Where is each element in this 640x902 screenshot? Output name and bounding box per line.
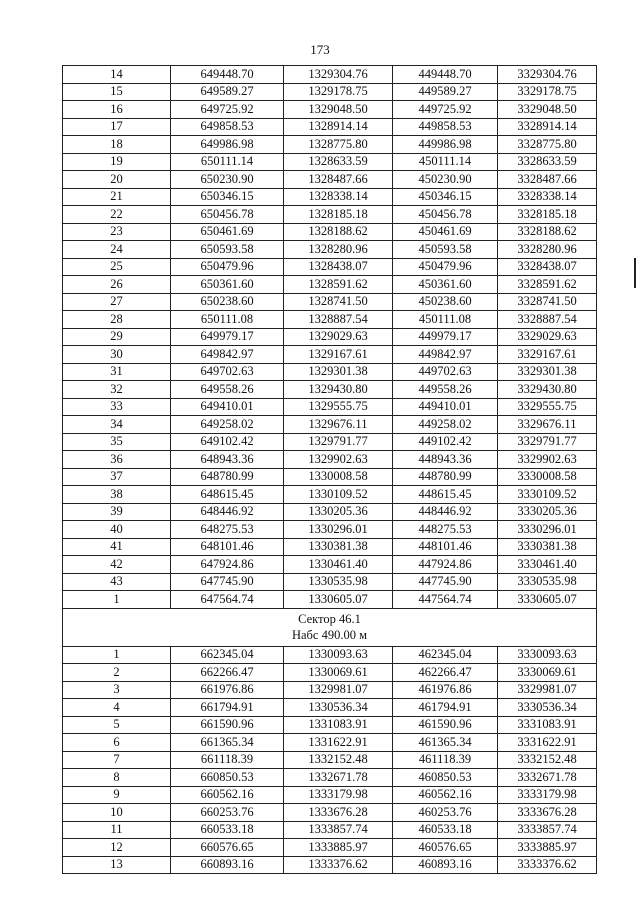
coordinate-cell: 3329902.63 bbox=[498, 451, 597, 469]
coordinate-cell: 1330205.36 bbox=[284, 503, 393, 521]
coordinate-cell: 3328188.62 bbox=[498, 223, 597, 241]
point-number-cell: 26 bbox=[63, 276, 171, 294]
point-number-cell: 16 bbox=[63, 101, 171, 119]
point-number-cell: 25 bbox=[63, 258, 171, 276]
table-row bbox=[63, 804, 597, 822]
coordinate-cell: 649410.01 bbox=[171, 398, 284, 416]
point-number-cell: 1 bbox=[63, 591, 171, 609]
coordinate-cell: 648615.45 bbox=[171, 486, 284, 504]
table-row bbox=[63, 521, 597, 539]
coordinate-cell: 461976.86 bbox=[393, 681, 498, 699]
coordinate-cell: 448943.36 bbox=[393, 451, 498, 469]
coordinate-cell: 447745.90 bbox=[393, 573, 498, 591]
coordinate-cell: 3331622.91 bbox=[498, 734, 597, 752]
point-number-cell: 19 bbox=[63, 153, 171, 171]
coordinate-cell: 648780.99 bbox=[171, 468, 284, 486]
coordinate-cell: 649102.42 bbox=[171, 433, 284, 451]
table-row bbox=[63, 786, 597, 804]
coordinate-cell: 460893.16 bbox=[393, 856, 498, 874]
table-row bbox=[63, 118, 597, 136]
table-row bbox=[63, 241, 597, 259]
coordinate-cell: 461794.91 bbox=[393, 699, 498, 717]
table-row bbox=[63, 486, 597, 504]
coordinate-cell: 460850.53 bbox=[393, 769, 498, 787]
point-number-cell: 3 bbox=[63, 681, 171, 699]
coordinate-cell: 649986.98 bbox=[171, 136, 284, 154]
table-row bbox=[63, 433, 597, 451]
coordinate-cell: 1328914.14 bbox=[284, 118, 393, 136]
coordinate-cell: 660850.53 bbox=[171, 769, 284, 787]
point-number-cell: 13 bbox=[63, 856, 171, 874]
scan-edge-mark bbox=[634, 258, 636, 288]
point-number-cell: 5 bbox=[63, 716, 171, 734]
coordinate-cell: 650479.96 bbox=[171, 258, 284, 276]
coordinate-cell: 3328914.14 bbox=[498, 118, 597, 136]
coordinate-cell: 647564.74 bbox=[171, 591, 284, 609]
point-number-cell: 22 bbox=[63, 206, 171, 224]
coordinate-cell: 649448.70 bbox=[171, 66, 284, 84]
point-number-cell: 12 bbox=[63, 839, 171, 857]
point-number-cell: 9 bbox=[63, 786, 171, 804]
coordinate-cell: 3330535.98 bbox=[498, 573, 597, 591]
table-row bbox=[63, 556, 597, 574]
coordinate-cell: 448446.92 bbox=[393, 503, 498, 521]
point-number-cell: 2 bbox=[63, 664, 171, 682]
coordinate-cell: 3330109.52 bbox=[498, 486, 597, 504]
table-row bbox=[63, 416, 597, 434]
point-number-cell: 34 bbox=[63, 416, 171, 434]
coordinate-cell: 460533.18 bbox=[393, 821, 498, 839]
coordinate-cell: 449410.01 bbox=[393, 398, 498, 416]
coordinate-cell: 1329902.63 bbox=[284, 451, 393, 469]
point-number-cell: 33 bbox=[63, 398, 171, 416]
table-row bbox=[63, 503, 597, 521]
coordinate-cell: 460576.65 bbox=[393, 839, 498, 857]
coordinate-cell: 3329430.80 bbox=[498, 381, 597, 399]
coordinate-cell: 449858.53 bbox=[393, 118, 498, 136]
table-row bbox=[63, 101, 597, 119]
coordinate-cell: 3328887.54 bbox=[498, 311, 597, 329]
table-row bbox=[63, 346, 597, 364]
table-row bbox=[63, 381, 597, 399]
coordinate-cell: 3329167.61 bbox=[498, 346, 597, 364]
coordinate-cell: 1329981.07 bbox=[284, 681, 393, 699]
point-number-cell: 36 bbox=[63, 451, 171, 469]
coordinate-cell: 1333857.74 bbox=[284, 821, 393, 839]
coordinate-cell: 450346.15 bbox=[393, 188, 498, 206]
sector-header-cell bbox=[63, 608, 597, 646]
sector-header-body bbox=[63, 608, 597, 646]
table-row bbox=[63, 258, 597, 276]
coordinate-cell: 3333179.98 bbox=[498, 786, 597, 804]
point-number-cell: 1 bbox=[63, 646, 171, 664]
coordinate-cell: 1333676.28 bbox=[284, 804, 393, 822]
coordinate-cell: 448780.99 bbox=[393, 468, 498, 486]
table-row bbox=[63, 573, 597, 591]
coordinates-table-bottom-body bbox=[63, 646, 597, 874]
coordinate-cell: 649558.26 bbox=[171, 381, 284, 399]
coordinate-cell: 448275.53 bbox=[393, 521, 498, 539]
table-row bbox=[63, 276, 597, 294]
coordinate-cell: 460562.16 bbox=[393, 786, 498, 804]
coordinate-cell: 449979.17 bbox=[393, 328, 498, 346]
table-row bbox=[63, 293, 597, 311]
coordinate-cell: 1329430.80 bbox=[284, 381, 393, 399]
sector-header-row bbox=[63, 608, 597, 646]
coordinate-cell: 3328633.59 bbox=[498, 153, 597, 171]
coordinate-cell: 1328188.62 bbox=[284, 223, 393, 241]
coordinate-cell: 1329178.75 bbox=[284, 83, 393, 101]
coordinate-cell: 461365.34 bbox=[393, 734, 498, 752]
coordinate-cell: 1333885.97 bbox=[284, 839, 393, 857]
sector-height: Набс 490.00 м bbox=[291, 628, 368, 642]
point-number-cell: 42 bbox=[63, 556, 171, 574]
point-number-cell: 30 bbox=[63, 346, 171, 364]
coordinate-cell: 3328775.80 bbox=[498, 136, 597, 154]
table-row bbox=[63, 328, 597, 346]
coordinate-cell: 450238.60 bbox=[393, 293, 498, 311]
coordinate-cell: 647745.90 bbox=[171, 573, 284, 591]
point-number-cell: 32 bbox=[63, 381, 171, 399]
coordinate-cell: 1331083.91 bbox=[284, 716, 393, 734]
coordinate-cell: 3333857.74 bbox=[498, 821, 597, 839]
coordinate-cell: 3328487.66 bbox=[498, 171, 597, 189]
coordinate-cell: 1328185.18 bbox=[284, 206, 393, 224]
coordinates-table-top-body bbox=[63, 66, 597, 609]
coordinate-cell: 450111.08 bbox=[393, 311, 498, 329]
coordinate-cell: 648943.36 bbox=[171, 451, 284, 469]
table-row bbox=[63, 769, 597, 787]
coordinate-cell: 1330296.01 bbox=[284, 521, 393, 539]
coordinate-cell: 650461.69 bbox=[171, 223, 284, 241]
coordinate-cell: 650361.60 bbox=[171, 276, 284, 294]
point-number-cell: 14 bbox=[63, 66, 171, 84]
coordinate-cell: 3330296.01 bbox=[498, 521, 597, 539]
coordinate-cell: 3328280.96 bbox=[498, 241, 597, 259]
table-row bbox=[63, 468, 597, 486]
coordinate-cell: 1328280.96 bbox=[284, 241, 393, 259]
coordinate-cell: 1330109.52 bbox=[284, 486, 393, 504]
coordinate-cell: 648101.46 bbox=[171, 538, 284, 556]
table-row bbox=[63, 681, 597, 699]
coordinate-cell: 660533.18 bbox=[171, 821, 284, 839]
page-number: 173 bbox=[310, 42, 330, 57]
coordinate-cell: 1329304.76 bbox=[284, 66, 393, 84]
sector-title: Сектор 46.1 bbox=[298, 612, 361, 626]
coordinate-cell: 3328185.18 bbox=[498, 206, 597, 224]
coordinate-cell: 449986.98 bbox=[393, 136, 498, 154]
table-row bbox=[63, 311, 597, 329]
coordinate-cell: 447924.86 bbox=[393, 556, 498, 574]
coordinate-cell: 461590.96 bbox=[393, 716, 498, 734]
coordinate-cell: 449842.97 bbox=[393, 346, 498, 364]
coordinate-cell: 450361.60 bbox=[393, 276, 498, 294]
coordinate-cell: 462266.47 bbox=[393, 664, 498, 682]
point-number-cell: 37 bbox=[63, 468, 171, 486]
point-number-cell: 29 bbox=[63, 328, 171, 346]
coordinate-cell: 3329555.75 bbox=[498, 398, 597, 416]
point-number-cell: 40 bbox=[63, 521, 171, 539]
table-row bbox=[63, 716, 597, 734]
coordinate-cell: 448615.45 bbox=[393, 486, 498, 504]
table-row bbox=[63, 646, 597, 664]
table-row bbox=[63, 66, 597, 84]
table-row bbox=[63, 538, 597, 556]
coordinate-cell: 660576.65 bbox=[171, 839, 284, 857]
coordinate-cell: 649702.63 bbox=[171, 363, 284, 381]
coordinate-cell: 1329301.38 bbox=[284, 363, 393, 381]
coordinate-cell: 1328887.54 bbox=[284, 311, 393, 329]
coordinate-cell: 661118.39 bbox=[171, 751, 284, 769]
coordinate-cell: 450461.69 bbox=[393, 223, 498, 241]
coordinate-cell: 650230.90 bbox=[171, 171, 284, 189]
coordinate-cell: 3329301.38 bbox=[498, 363, 597, 381]
table-row bbox=[63, 451, 597, 469]
table-row bbox=[63, 398, 597, 416]
coordinate-cell: 650456.78 bbox=[171, 206, 284, 224]
table-row bbox=[63, 363, 597, 381]
coordinate-cell: 649842.97 bbox=[171, 346, 284, 364]
coordinate-cell: 3333885.97 bbox=[498, 839, 597, 857]
coordinate-cell: 1329555.75 bbox=[284, 398, 393, 416]
point-number-cell: 31 bbox=[63, 363, 171, 381]
table-row bbox=[63, 664, 597, 682]
coordinate-cell: 3328591.62 bbox=[498, 276, 597, 294]
coordinate-cell: 450456.78 bbox=[393, 206, 498, 224]
coordinate-cell: 660562.16 bbox=[171, 786, 284, 804]
table-row bbox=[63, 223, 597, 241]
coordinate-cell: 3330008.58 bbox=[498, 468, 597, 486]
point-number-cell: 4 bbox=[63, 699, 171, 717]
table-row bbox=[63, 734, 597, 752]
coordinate-cell: 662266.47 bbox=[171, 664, 284, 682]
coordinate-cell: 1330535.98 bbox=[284, 573, 393, 591]
point-number-cell: 27 bbox=[63, 293, 171, 311]
coordinate-cell: 447564.74 bbox=[393, 591, 498, 609]
coordinate-cell: 649589.27 bbox=[171, 83, 284, 101]
coordinate-cell: 1329676.11 bbox=[284, 416, 393, 434]
coordinate-cell: 449102.42 bbox=[393, 433, 498, 451]
coordinate-cell: 1330069.61 bbox=[284, 664, 393, 682]
coordinate-cell: 1328487.66 bbox=[284, 171, 393, 189]
table-row bbox=[63, 83, 597, 101]
coordinate-cell: 649979.17 bbox=[171, 328, 284, 346]
coordinate-cell: 3332152.48 bbox=[498, 751, 597, 769]
coordinate-cell: 1328775.80 bbox=[284, 136, 393, 154]
coordinate-cell: 650111.08 bbox=[171, 311, 284, 329]
coordinate-cell: 460253.76 bbox=[393, 804, 498, 822]
coordinate-cell: 449448.70 bbox=[393, 66, 498, 84]
coordinate-cell: 1328633.59 bbox=[284, 153, 393, 171]
coordinate-cell: 449589.27 bbox=[393, 83, 498, 101]
coordinate-cell: 3330461.40 bbox=[498, 556, 597, 574]
point-number-cell: 17 bbox=[63, 118, 171, 136]
coordinate-cell: 450111.14 bbox=[393, 153, 498, 171]
table-row bbox=[63, 171, 597, 189]
coordinate-cell: 650238.60 bbox=[171, 293, 284, 311]
coordinate-cell: 450593.58 bbox=[393, 241, 498, 259]
coordinate-cell: 1329029.63 bbox=[284, 328, 393, 346]
coordinate-cell: 1332671.78 bbox=[284, 769, 393, 787]
coordinate-cell: 3328741.50 bbox=[498, 293, 597, 311]
coordinate-cell: 649858.53 bbox=[171, 118, 284, 136]
coordinate-cell: 662345.04 bbox=[171, 646, 284, 664]
table-row bbox=[63, 206, 597, 224]
point-number-cell: 41 bbox=[63, 538, 171, 556]
coordinate-cell: 650346.15 bbox=[171, 188, 284, 206]
coordinate-cell: 1330008.58 bbox=[284, 468, 393, 486]
coordinate-cell: 448101.46 bbox=[393, 538, 498, 556]
coordinate-cell: 1329791.77 bbox=[284, 433, 393, 451]
coordinate-cell: 661365.34 bbox=[171, 734, 284, 752]
point-number-cell: 21 bbox=[63, 188, 171, 206]
coordinate-cell: 3329791.77 bbox=[498, 433, 597, 451]
coordinate-cell: 3333676.28 bbox=[498, 804, 597, 822]
coordinate-cell: 3329178.75 bbox=[498, 83, 597, 101]
point-number-cell: 10 bbox=[63, 804, 171, 822]
coordinate-cell: 3329048.50 bbox=[498, 101, 597, 119]
coordinate-cell: 648446.92 bbox=[171, 503, 284, 521]
coordinate-cell: 1328438.07 bbox=[284, 258, 393, 276]
coordinate-cell: 1328741.50 bbox=[284, 293, 393, 311]
coordinate-cell: 1330093.63 bbox=[284, 646, 393, 664]
point-number-cell: 6 bbox=[63, 734, 171, 752]
coordinate-cell: 1328591.62 bbox=[284, 276, 393, 294]
table-row bbox=[63, 751, 597, 769]
coordinates-table bbox=[62, 65, 597, 874]
point-number-cell: 23 bbox=[63, 223, 171, 241]
coordinate-cell: 1330605.07 bbox=[284, 591, 393, 609]
coordinate-cell: 3333376.62 bbox=[498, 856, 597, 874]
point-number-cell: 39 bbox=[63, 503, 171, 521]
coordinate-cell: 3330205.36 bbox=[498, 503, 597, 521]
point-number-cell: 8 bbox=[63, 769, 171, 787]
coordinate-cell: 3330536.34 bbox=[498, 699, 597, 717]
point-number-cell: 35 bbox=[63, 433, 171, 451]
table-row bbox=[63, 821, 597, 839]
point-number-cell: 7 bbox=[63, 751, 171, 769]
point-number-cell: 11 bbox=[63, 821, 171, 839]
coordinate-cell: 449258.02 bbox=[393, 416, 498, 434]
coordinate-cell: 1330536.34 bbox=[284, 699, 393, 717]
coordinate-cell: 449702.63 bbox=[393, 363, 498, 381]
coordinate-cell: 3329304.76 bbox=[498, 66, 597, 84]
table-row bbox=[63, 188, 597, 206]
coordinate-cell: 3329981.07 bbox=[498, 681, 597, 699]
coordinate-cell: 1333376.62 bbox=[284, 856, 393, 874]
point-number-cell: 20 bbox=[63, 171, 171, 189]
coordinate-cell: 648275.53 bbox=[171, 521, 284, 539]
coordinate-cell: 1330381.38 bbox=[284, 538, 393, 556]
coordinate-cell: 1333179.98 bbox=[284, 786, 393, 804]
point-number-cell: 38 bbox=[63, 486, 171, 504]
coordinate-cell: 1329167.61 bbox=[284, 346, 393, 364]
coordinate-cell: 650111.14 bbox=[171, 153, 284, 171]
table-row bbox=[63, 839, 597, 857]
coordinate-cell: 3330093.63 bbox=[498, 646, 597, 664]
table-row bbox=[63, 136, 597, 154]
coordinate-cell: 649258.02 bbox=[171, 416, 284, 434]
coordinate-cell: 3329029.63 bbox=[498, 328, 597, 346]
coordinate-cell: 3328438.07 bbox=[498, 258, 597, 276]
table-row bbox=[63, 153, 597, 171]
coordinate-cell: 462345.04 bbox=[393, 646, 498, 664]
coordinate-cell: 1330461.40 bbox=[284, 556, 393, 574]
point-number-cell: 15 bbox=[63, 83, 171, 101]
coordinate-cell: 650593.58 bbox=[171, 241, 284, 259]
coordinate-cell: 3328338.14 bbox=[498, 188, 597, 206]
coordinate-cell: 1331622.91 bbox=[284, 734, 393, 752]
coordinate-cell: 3330605.07 bbox=[498, 591, 597, 609]
point-number-cell: 24 bbox=[63, 241, 171, 259]
coordinate-cell: 1328338.14 bbox=[284, 188, 393, 206]
coordinate-cell: 647924.86 bbox=[171, 556, 284, 574]
coordinate-cell: 3331083.91 bbox=[498, 716, 597, 734]
coordinate-cell: 450479.96 bbox=[393, 258, 498, 276]
coordinate-cell: 660893.16 bbox=[171, 856, 284, 874]
coordinate-cell: 449725.92 bbox=[393, 101, 498, 119]
coordinate-cell: 649725.92 bbox=[171, 101, 284, 119]
coordinate-cell: 450230.90 bbox=[393, 171, 498, 189]
coordinate-cell: 3330069.61 bbox=[498, 664, 597, 682]
table-row bbox=[63, 699, 597, 717]
point-number-cell: 28 bbox=[63, 311, 171, 329]
coordinate-cell: 3330381.38 bbox=[498, 538, 597, 556]
coordinate-cell: 3329676.11 bbox=[498, 416, 597, 434]
point-number-cell: 43 bbox=[63, 573, 171, 591]
coordinate-cell: 661976.86 bbox=[171, 681, 284, 699]
coordinate-cell: 3332671.78 bbox=[498, 769, 597, 787]
coordinate-cell: 461118.39 bbox=[393, 751, 498, 769]
coordinate-cell: 661590.96 bbox=[171, 716, 284, 734]
coordinate-cell: 660253.76 bbox=[171, 804, 284, 822]
coordinate-cell: 1332152.48 bbox=[284, 751, 393, 769]
table-row bbox=[63, 856, 597, 874]
table-row bbox=[63, 591, 597, 609]
point-number-cell: 18 bbox=[63, 136, 171, 154]
coordinate-cell: 449558.26 bbox=[393, 381, 498, 399]
coordinate-cell: 661794.91 bbox=[171, 699, 284, 717]
coordinate-cell: 1329048.50 bbox=[284, 101, 393, 119]
